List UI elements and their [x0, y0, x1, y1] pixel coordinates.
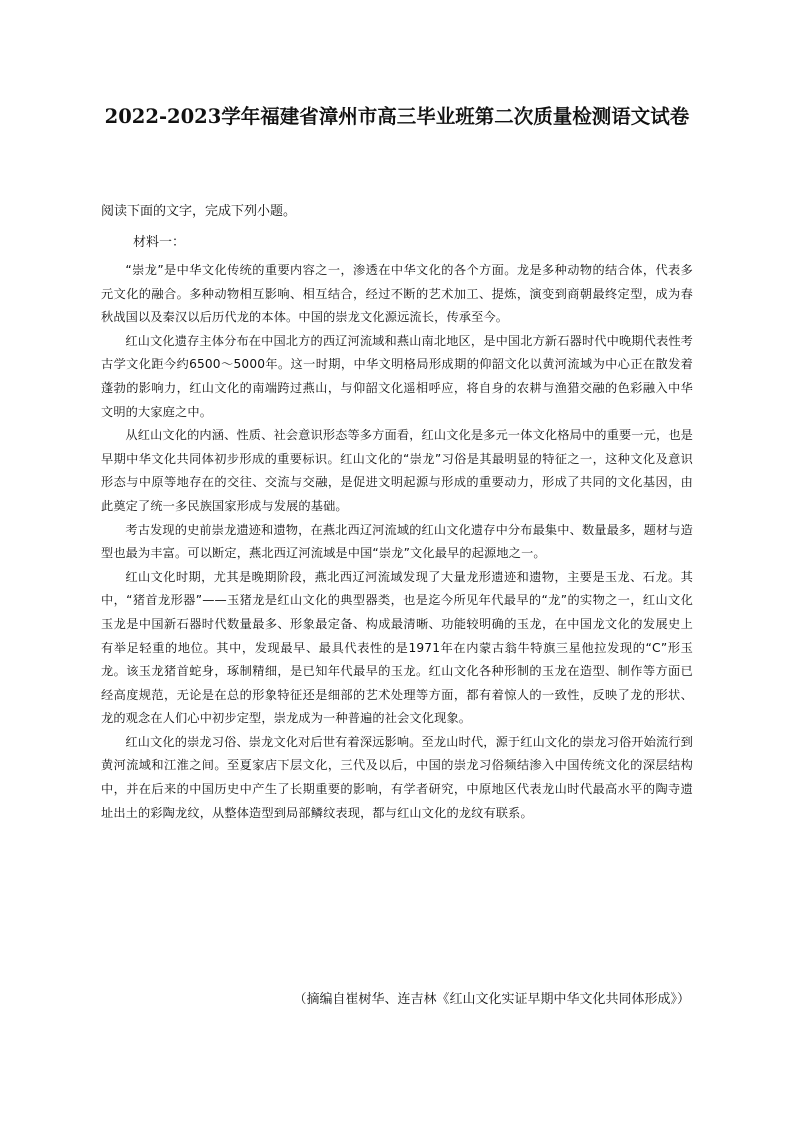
source-citation: （摘编自崔树华、连吉林《红山文化实证早期中华文化共同体形成》）	[293, 992, 690, 1007]
paragraph: “崇龙”是中华文化传统的重要内容之一，渗透在中华文化的各个方面。龙是多种动物的结合体，代表多元文化的融合。多种动物相互影响、相互结合，经过不断的艺术加工、提炼，演变到商朝最终定型，成为春秋战国以及秦汉以后历代龙的本体。中国的崇龙文化源远流长，传承至今。	[101, 263, 693, 325]
material-one-body	[101, 259, 693, 825]
paragraph: 红山文化的崇龙习俗、崇龙文化对后世有着深远影响。至龙山时代，源于红山文化的崇龙习俗开始流行到黄河流域和江淮之间。至夏家店下层文化，三代及以后，中国的崇龙习俗频结渗入中国传统文化的深层结构中，并在后来的中国历史中产生了长期重要的影响，有学者研究，中原地区代表龙山时代最高水平的陶寺遗址出土的彩陶龙纹，从整体造型到局部鳞纹表现，都与红山文化的龙纹有联系。	[101, 734, 693, 820]
paragraph: 红山文化时期，尤其是晚期阶段，燕北西辽河流域发现了大量龙形遗迹和遗物，主要是玉龙、石龙。其中，“猪首龙形器”——玉猪龙是红山文化的典型器类，也是迄今所见年代最早的“龙”的实物之一，红山文化玉龙是中国新石器时代数量最多、形象最定备、构成最清晰、功能较明确的玉龙，在中国龙文化的发展史上有举足轻重的地位。其中，发现最早、最具代表性的是1971年在内蒙古翁牛特旗三星他拉发现的“C”形玉龙。该玉龙猪首蛇身，琢制精细，是已知年代最早的玉龙。红山文化各种形制的玉龙在造型、制作等方面已经高度规范，无论是在总的形象特征还是细部的艺术处理等方面，都有着惊人的一致性，反映了龙的形状、龙的观念在人们心中初步定型，崇龙成为一种普遍的社会文化现象。	[101, 569, 693, 726]
paragraph: 考古发现的史前崇龙遗迹和遗物，在燕北西辽河流域的红山文化遗存中分布最集中、数量最多，题材与造型也最为丰富。可以断定，燕北西辽河流域是中国“崇龙”文化最早的起源地之一。	[101, 522, 693, 561]
reading-instruction: 阅读下面的文字，完成下列小题。	[101, 204, 297, 219]
paragraph: 从红山文化的内涵、性质、社会意识形态等多方面看，红山文化是多元一体文化格局中的重要一元，也是早期中华文化共同体初步形成的重要标识。红山文化的“崇龙”习俗是其最明显的特征之一，这种文化及意识形态与中原等地存在的交往、交流与交融，是促进文明起源与形成的重要动力，形成了共同的文化基因，由此奠定了统一多民族国家形成与发展的基础。	[101, 428, 693, 513]
material-one-label: 材料一：	[133, 235, 186, 250]
exam-title: 2022-2023学年福建省漳州市高三毕业班第二次质量检测语文试卷	[104, 105, 690, 128]
paragraph: 红山文化遗存主体分布在中国北方的西辽河流域和燕山南北地区，是中国北方新石器时代中晚期代表性考古学文化距今约6500～5000年。这一时期，中华文明格局形成期的仰韶文化以黄河流域为中心正在散发着蓬勃的影响力，红山文化的南端跨过燕山，与仰韶文化遥相呼应，将自身的农耕与渔猎交融的色彩融入中华文明的大家庭之中。	[101, 333, 693, 419]
